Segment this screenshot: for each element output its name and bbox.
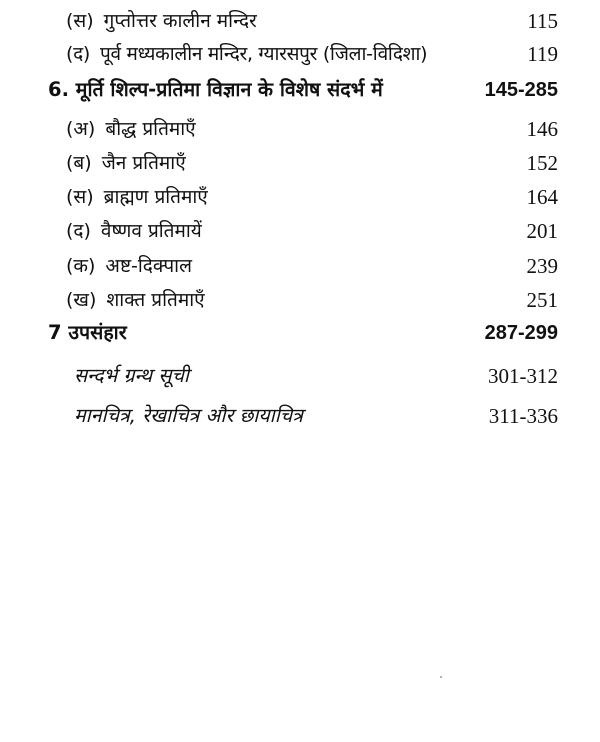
toc-entry-marker: (अ) [66, 118, 96, 140]
toc-entry-page: 164 [526, 185, 558, 209]
toc-entry-title: बौद्ध प्रतिमाएँ [105, 118, 196, 140]
toc-entry-marker: (स) [66, 186, 94, 208]
toc-entry-buddhist-images [0, 113, 600, 145]
scan-speck [440, 676, 442, 678]
toc-entry-ashta-dikpala [0, 250, 600, 282]
toc-entry-page: 311-336 [488, 404, 558, 428]
toc-entry-marker: (द) [66, 220, 91, 242]
toc-entry-label [66, 181, 208, 213]
toc-entry-page: 152 [526, 151, 558, 175]
toc-chapter-conclusion [0, 317, 600, 349]
toc-entry-page: 119 [527, 42, 558, 66]
toc-entry-marker: (द) [66, 43, 91, 65]
toc-entry-label [66, 250, 192, 282]
toc-chapter-number: 6. [48, 78, 69, 101]
toc-entry-marker: (क) [66, 255, 96, 277]
toc-entry-gupta-temples [0, 5, 600, 37]
toc-chapter-iconography [0, 74, 600, 106]
toc-entry-title: मानचित्र, रेखाचित्र और छायाचित्र [74, 404, 303, 427]
toc-entry-label [66, 38, 427, 70]
toc-entry-label [66, 147, 186, 179]
toc-entry-page: 301-312 [488, 364, 558, 388]
toc-chapter-label [48, 74, 383, 106]
toc-chapter-label [48, 317, 127, 349]
toc-entry-page: 115 [527, 9, 558, 33]
toc-entry-page: 201 [526, 219, 558, 243]
toc-entry-gyaraspur-temples [0, 38, 600, 70]
toc-entry-label [66, 113, 196, 145]
toc-entry-title: वैष्णव प्रतिमायें [100, 220, 202, 242]
toc-chapter-title: उपसंहार [68, 321, 127, 344]
toc-entry-marker: (स) [66, 10, 94, 32]
toc-entry-vaishnava-images [0, 215, 600, 247]
toc-entry-jain-images [0, 147, 600, 179]
toc-entry-marker: (ब) [66, 152, 92, 174]
toc-entry-bibliography [0, 360, 600, 392]
toc-entry-title: शाक्त प्रतिमाएँ [106, 289, 205, 311]
toc-entry-label [66, 284, 205, 316]
toc-entry-label [66, 215, 202, 247]
toc-entry-title: जैन प्रतिमाएँ [101, 152, 186, 174]
toc-entry-title: सन्दर्भ ग्रन्थ सूची [74, 364, 189, 387]
toc-entry-title: अष्ट-दिक्पाल [105, 255, 192, 277]
toc-entry-title: गुप्तोत्तर कालीन मन्दिर [103, 10, 257, 32]
toc-entry-label [66, 5, 257, 37]
toc-chapter-page: 145-285 [484, 79, 558, 101]
toc-entry-shakta-images [0, 284, 600, 316]
toc-chapter-title: मूर्ति शिल्प-प्रतिमा विज्ञान के विशेष संदर्भ में [75, 78, 383, 101]
toc-entry-marker: (ख) [66, 289, 97, 311]
toc-entry-title: पूर्व मध्यकालीन मन्दिर, ग्यारसपुर (जिला-विदिशा) [100, 43, 428, 65]
toc-entry-page: 239 [526, 254, 558, 278]
toc-entry-page: 146 [526, 117, 558, 141]
toc-entry-maps-drawings-photos [0, 400, 600, 432]
toc-entry-brahmanical-images [0, 181, 600, 213]
toc-entry-page: 251 [526, 288, 558, 312]
toc-chapter-number: 7 [48, 321, 62, 344]
toc-chapter-page: 287-299 [484, 322, 558, 344]
toc-entry-title: ब्राह्मण प्रतिमाएँ [103, 186, 208, 208]
